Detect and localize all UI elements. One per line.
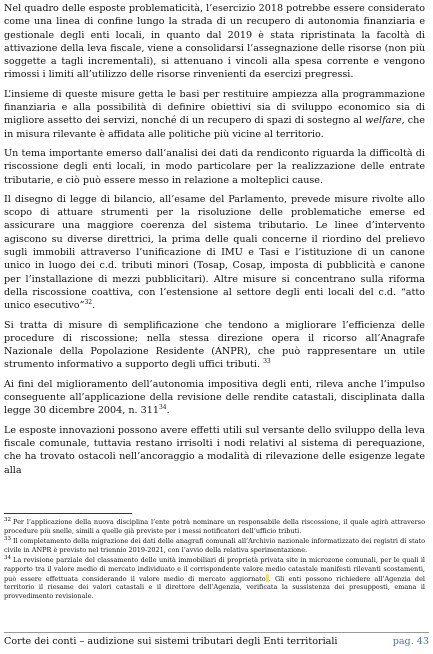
paragraph-2-text: L’insieme di queste misure getta le basi per restituire ampiezza alla programmazione finanziaria e alla possibilità di definire obiettivi sia di sviluppo economico sia di migliore assetto dei servizi, nonché di un recupero di spazi di sostegno al welfare, che in misura rilevante è affidata alle politiche più vicine al territorio. (4, 88, 425, 140)
paragraph-4-text: Il disegno di legge di bilancio, all’esame del Parlamento, prevede misure rivolte allo scopo di attuare strumenti per la risoluzione delle problematiche emerse ed assicurare una maggiore coerenza del sistema tributario. Le linee d’intervento agiscono su diverse direttrici, la prima delle quali concerne il riordino del prelievo sugli immobili attraverso l’unificazione di IMU e Tasi e l’istituzione di un canone unico in luogo dei c.d. tributi minori (Tosap, Cosap, imposta di pubblicità e canone per l’installazione di mezzi pubblicitari). Altre misure si concentrano sulla riforma della riscossione coattiva, con l’estensione al settore degli enti locali del c.d. “atto unico esecutivo” (4, 193, 425, 312)
footnote-text: Il completamento della migrazione dei dati delle anagrafi comunali all’Archivio nazionale informatizzato dei registri di stato civile in ANPR è previsto nel triennio 2019-2021, con l’avvio della relativa sperimentazione. (4, 537, 425, 554)
page-number: pag. 43 (392, 636, 429, 647)
footnote-text-cont: . Gli enti possono richiedere all’Agenzia del territorio il riesame dei valori catastali e il direttore dell’Agenzia, verificata la sussistenza dei presupposti, emana il provvedimento revisionale. (4, 574, 425, 600)
paragraph-5 (4, 319, 425, 372)
footnote-text: La revisione parziale del classamento delle unità immobiliari di proprietà privata site in microzone comunali, per le quali il rapporto tra il valore medio di mercato individuato e il corrispondente valore medio catastale manifesti rilevanti scostamenti, può essere effettuata considerando il valore medio di mercato aggiornato (4, 556, 425, 583)
footnote-ref-32[interactable]: 32 (84, 299, 93, 307)
footer-title: Corte dei conti – audizione sui sistemi tributari degli Enti territoriali (4, 636, 338, 647)
paragraph-3: Un tema importante emerso dall’analisi dei dati da rendiconto riguarda la difficoltà di riscossione degli enti locali, in modo particolare per la realizzazione delle entrate tributarie, e ciò può essere messo in relazione a molteplici cause. (4, 147, 425, 186)
footnote-number: 34 (4, 555, 11, 562)
footnotes (4, 518, 425, 602)
paragraph-6: Ai fini del miglioramento dell’autonomia impositiva degli enti, rileva anche l’impulso conseguente all’applicazione della revisione delle rendite catastali, disciplinata dalla legge 30 dicembre 2004, n. $311^{34}$. (4, 378, 425, 417)
footnote-number: 32 (4, 516, 11, 523)
body-text (4, 2, 425, 483)
footnote-34 (4, 556, 425, 600)
footnote-33 (4, 537, 425, 554)
paragraph-6-text: Ai fini del miglioramento dell’autonomia impositiva degli enti, rileva anche l’impulso conseguente all’applicazione della revisione delle rendite catastali, disciplinata dalla legge 30 dicembre 2004, n. 311 (4, 378, 425, 417)
footer-rule (4, 632, 429, 633)
footnote-ref-33[interactable]: 33 (263, 358, 271, 366)
paragraph-2 (4, 88, 425, 141)
footnote-32 (4, 518, 425, 535)
footnote-number: 33 (4, 536, 11, 543)
paragraph-5-text: Si tratta di misure di semplificazione che tendono a migliorare l’efficienza delle procedure di riscossione; nella stessa direzione opera il ricorso all’Anagrafe Nazionale della Popolazione Residente (ANPR), che può rappresentare un utile strumento informativo a supporto degli uffici tributi. (4, 319, 425, 371)
footnote-text: Per l’applicazione della nuova disciplina l’ente potrà nominare un responsabile della riscossione, il quale agirà attraverso procedure più snelle, simili a quelle già previste per i messi notificatori dell’ufficio tributi. (4, 518, 425, 535)
welfare-term: welfare (365, 115, 402, 127)
footnote-separator (4, 513, 132, 514)
footnote-ref-34[interactable]: 34 (158, 404, 167, 412)
paragraph-4: Il disegno di legge di bilancio, all’esame del Parlamento, prevede misure rivolte allo scopo di attuare strumenti per la risoluzione delle problematiche emerse ed assicurare una maggiore coerenza del sistema tributario. Le linee d’intervento agiscono su diverse direttrici, la prima delle quali concerne il riordino del prelievo sugli immobili attraverso l’unificazione di IMU e Tasi e l’istituzione di un canone unico in luogo dei c.d. tributi minori (Tosap, Cosap, imposta di pubblicità e canone per l’installazione di mezzi pubblicitari). Altre misure si concentrano sulla riforma della riscossione coattiva, con l’estensione al settore degli enti locali del c.d. “atto unico esecutivo”$^{32}$. (4, 193, 425, 312)
page-footer (4, 635, 429, 649)
paragraph-1: Nel quadro delle esposte problematicità, l’esercizio 2018 potrebbe essere considerato come una linea di confine lungo la strada di un recupero di autonomia finanziaria e gestionale degli enti locali, in quanto dal 2019 è stata ripristinata la facoltà di attivazione della leva fiscale, viene a consolidarsi l’assegnazione delle risorse (non più soggette a tagli incrementali), si attenuano i vincoli alla spesa corrente e vengono rimossi i limiti all’utilizzo delle risorse rinvenienti da esercizi pregressi. (4, 3, 425, 81)
paragraph-7: Le esposte innovazioni possono avere effetti utili sul versante dello sviluppo della leva fiscale comunale, tuttavia restano irrisolti i nodi relativi al sistema di perequazione, che ha trovato ostacoli nell’ancoraggio a modalità di rilevazione delle esigenze legate alla (4, 424, 425, 476)
